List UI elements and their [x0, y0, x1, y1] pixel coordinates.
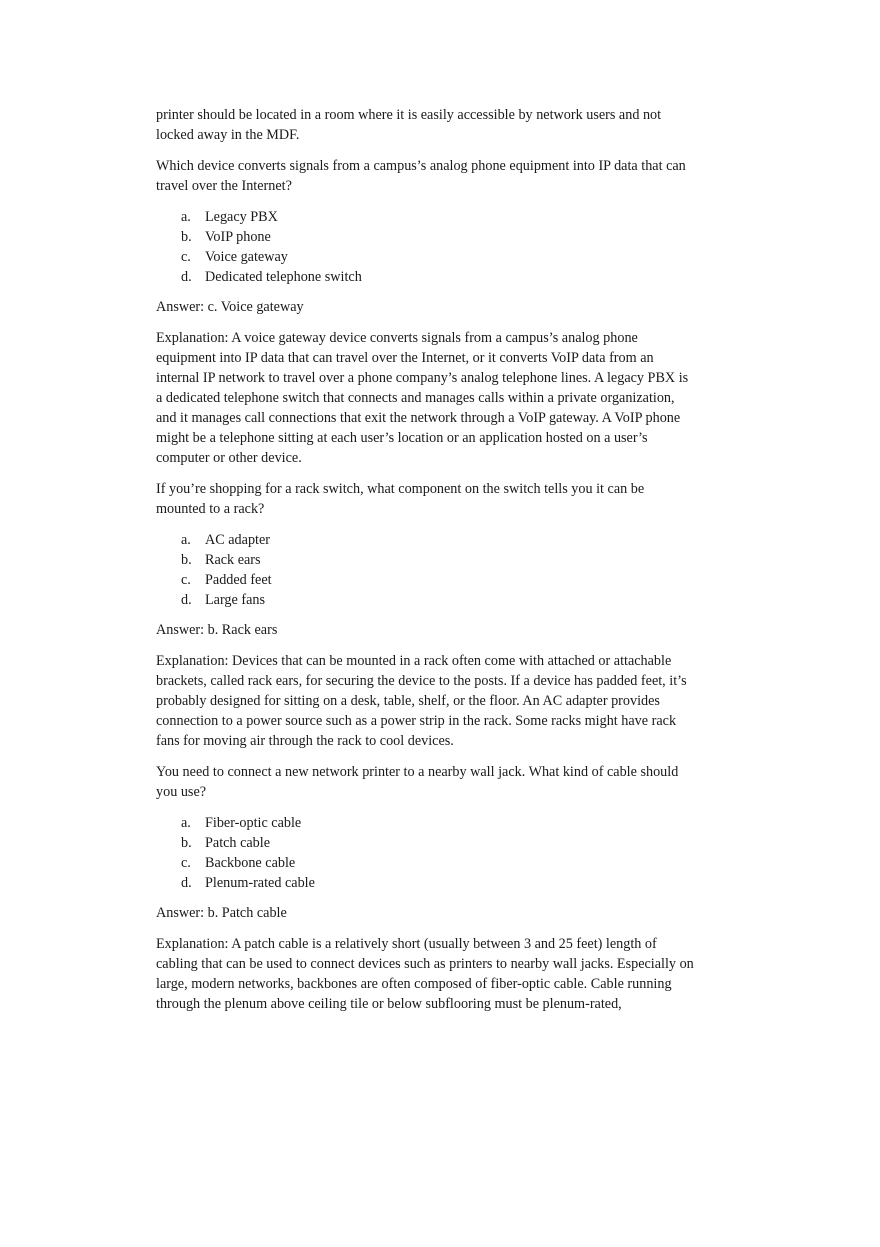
option-text: Dedicated telephone switch [205, 269, 362, 285]
document-page [156, 105, 696, 1025]
option-item [181, 530, 696, 550]
options-list [156, 530, 696, 610]
option-letter: c. [181, 855, 191, 871]
question-text: If you’re shopping for a rack switch, what component on the switch tells you it can be mounted to a rack? [156, 481, 645, 517]
option-text: Fiber-optic cable [205, 815, 302, 831]
option-text: Backbone cable [205, 855, 296, 871]
option-text: Large fans [205, 592, 266, 608]
question-text: You need to connect a new network printer to a nearby wall jack. What kind of cable should you use? [156, 764, 679, 800]
question-block [156, 479, 696, 751]
option-text: Padded feet [205, 572, 272, 588]
explanation-text: Explanation: A voice gateway device converts signals from a campus’s analog phone equipment into IP data that can travel over the Internet, or it converts VoIP data from an internal IP network to travel over a phone company’s analog telephone lines. A legacy PBX is a dedicated telephone switch that connects and manages calls within a private organization, and it manages call connections that exit the network through a VoIP gateway. A VoIP phone might be a telephone sitting at each user’s location or an application hosted on a user’s computer or other device. [156, 330, 689, 466]
option-item [181, 590, 696, 610]
option-item [181, 873, 696, 893]
answer-text: Answer: b. Rack ears [156, 622, 278, 638]
option-item [181, 247, 696, 267]
options-list [156, 207, 696, 287]
option-letter: b. [181, 552, 192, 568]
option-item [181, 227, 696, 247]
option-letter: a. [181, 815, 191, 831]
option-text: Patch cable [205, 835, 270, 851]
options-list [156, 813, 696, 893]
intro-paragraph: printer should be located in a room where it is easily accessible by network users and not locked away in the MDF. [156, 107, 662, 143]
answer-text: Answer: c. Voice gateway [156, 299, 304, 315]
option-text: Voice gateway [205, 249, 288, 265]
option-letter: c. [181, 249, 191, 265]
question-text: Which device converts signals from a campus’s analog phone equipment into IP data that can travel over the Internet? [156, 158, 686, 194]
option-letter: d. [181, 875, 192, 891]
option-letter: d. [181, 269, 192, 285]
option-letter: a. [181, 209, 191, 225]
option-letter: c. [181, 572, 191, 588]
option-item [181, 833, 696, 853]
question-block [156, 156, 696, 468]
option-item [181, 570, 696, 590]
explanation-text: Explanation: Devices that can be mounted in a rack often come with attached or attachable brackets, called rack ears, for securing the device to the posts. If a device has padded feet, it’s probably designed for sitting on a desk, table, shelf, or the floor. An AC adapter provides connection to a power source such as a power strip in the rack. Some racks might have rack fans for moving air through the rack to cool devices. [156, 653, 687, 749]
option-text: Legacy PBX [205, 209, 278, 225]
explanation-text: Explanation: A patch cable is a relatively short (usually between 3 and 25 feet) length of cabling that can be used to connect devices such as printers to nearby wall jacks. Especially on large, modern networks, backbones are often composed of fiber-optic cable. Cable running through the plenum above ceiling tile or below subflooring must be plenum-rated, [156, 936, 694, 1012]
option-letter: a. [181, 532, 191, 548]
option-item [181, 813, 696, 833]
option-item [181, 550, 696, 570]
option-letter: d. [181, 592, 192, 608]
answer-text: Answer: b. Patch cable [156, 905, 287, 921]
option-text: VoIP phone [205, 229, 271, 245]
option-text: AC adapter [205, 532, 271, 548]
question-block [156, 762, 696, 1014]
option-letter: b. [181, 229, 192, 245]
option-item [181, 207, 696, 227]
option-letter: b. [181, 835, 192, 851]
option-item [181, 267, 696, 287]
option-item [181, 853, 696, 873]
option-text: Plenum-rated cable [205, 875, 315, 891]
option-text: Rack ears [205, 552, 261, 568]
